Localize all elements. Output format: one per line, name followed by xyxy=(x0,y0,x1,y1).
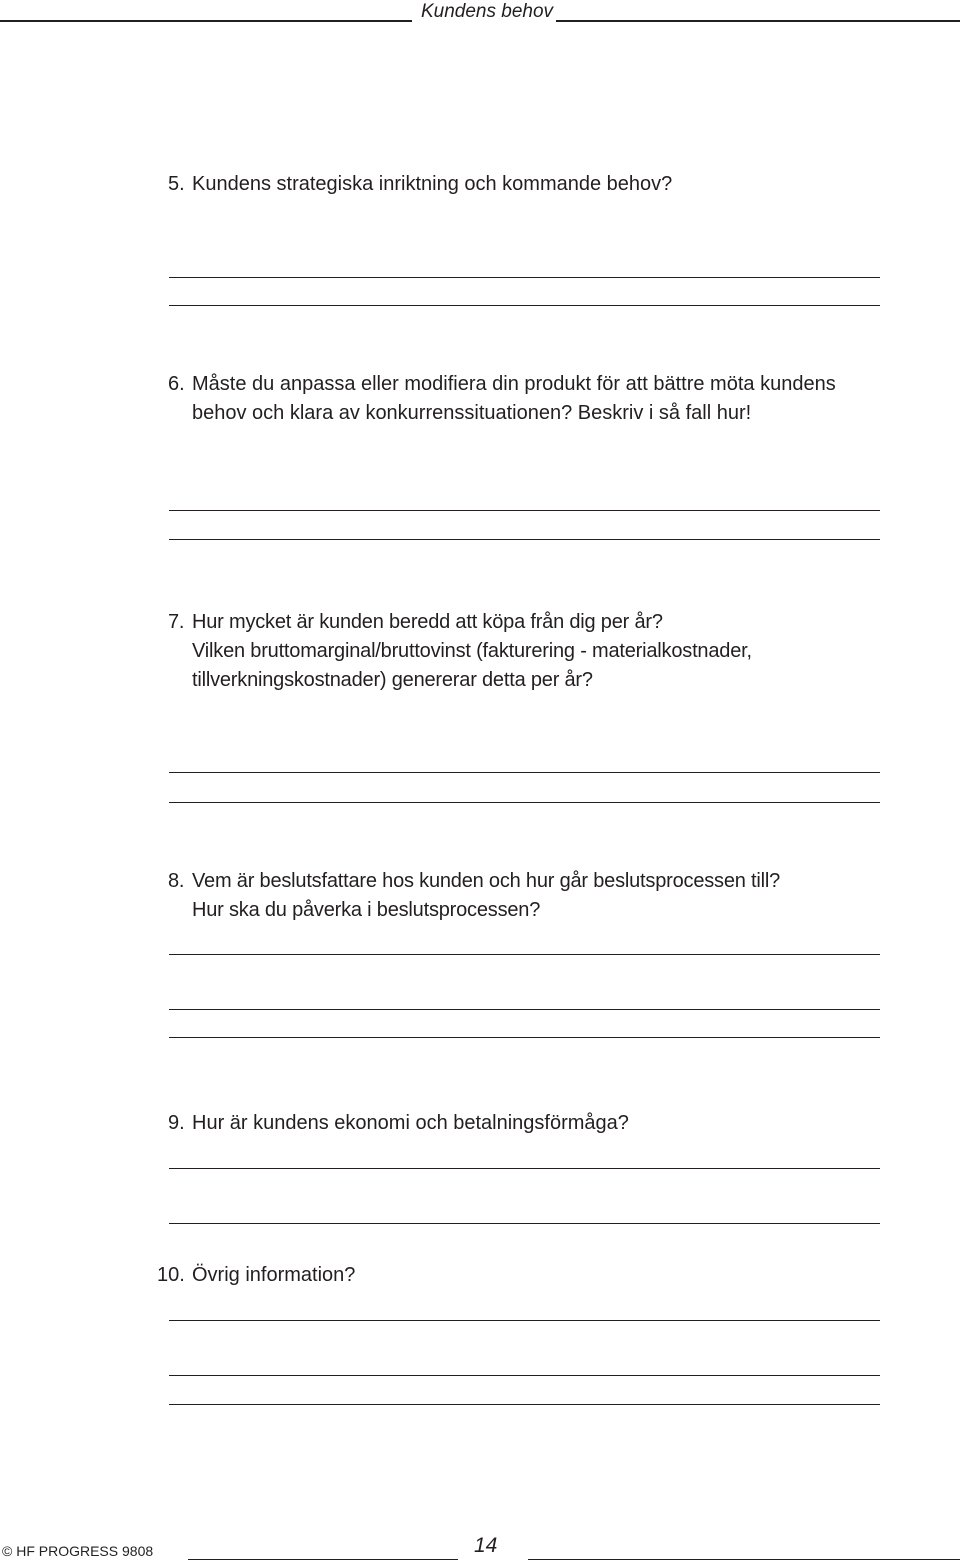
answer-line[interactable] xyxy=(169,1009,880,1010)
answer-line[interactable] xyxy=(169,772,880,773)
answer-line[interactable] xyxy=(169,510,880,511)
page-number: 14 xyxy=(474,1534,498,1557)
answer-line[interactable] xyxy=(169,802,880,803)
question-9 xyxy=(168,1109,888,1138)
answer-line[interactable] xyxy=(169,1375,880,1376)
question-5 xyxy=(168,170,888,199)
question-number: 8. xyxy=(168,870,185,892)
question-text: Hur mycket är kunden beredd att köpa från dig per år? xyxy=(192,611,663,633)
question-text: Vilken bruttomarginal/bruttovinst (fakturering - materialkostnader, xyxy=(192,640,752,662)
answer-line[interactable] xyxy=(169,1168,880,1169)
answer-line[interactable] xyxy=(169,954,880,955)
question-number: 9. xyxy=(168,1112,185,1134)
answer-line[interactable] xyxy=(169,277,880,278)
answer-line[interactable] xyxy=(169,305,880,306)
header-rule-right xyxy=(556,20,960,22)
question-7 xyxy=(168,608,888,695)
question-text: Vem är beslutsfattare hos kunden och hur går beslutsprocessen till? xyxy=(192,870,781,892)
footer-copyright: © HF PROGRESS 9808 xyxy=(2,1543,154,1559)
question-text: Hur är kundens ekonomi och betalningsförmåga? xyxy=(192,1112,629,1134)
footer-rule-right xyxy=(528,1559,960,1560)
question-10 xyxy=(157,1261,877,1290)
question-number: 10. xyxy=(157,1264,185,1286)
question-number: 7. xyxy=(168,611,185,633)
answer-line[interactable] xyxy=(169,539,880,540)
question-number: 5. xyxy=(168,173,185,195)
answer-line[interactable] xyxy=(169,1223,880,1224)
footer-rule-left xyxy=(188,1559,458,1560)
question-text: Övrig information? xyxy=(192,1264,356,1286)
question-text: behov och klara av konkurrenssituationen? Beskriv i så fall hur! xyxy=(192,402,752,424)
header-rule-left xyxy=(0,20,412,22)
question-text: Kundens strategiska inriktning och kommande behov? xyxy=(192,173,673,195)
answer-line[interactable] xyxy=(169,1037,880,1038)
answer-line[interactable] xyxy=(169,1320,880,1321)
answer-line[interactable] xyxy=(169,1404,880,1405)
question-text: Hur ska du påverka i beslutsprocessen? xyxy=(192,899,541,921)
question-8 xyxy=(168,867,888,925)
question-6 xyxy=(168,370,888,428)
question-text: tillverkningskostnader) genererar detta per år? xyxy=(192,669,593,691)
page-header-title: Kundens behov xyxy=(420,1,554,22)
question-text: Måste du anpassa eller modifiera din produkt för att bättre möta kundens xyxy=(192,373,836,395)
question-number: 6. xyxy=(168,373,185,395)
